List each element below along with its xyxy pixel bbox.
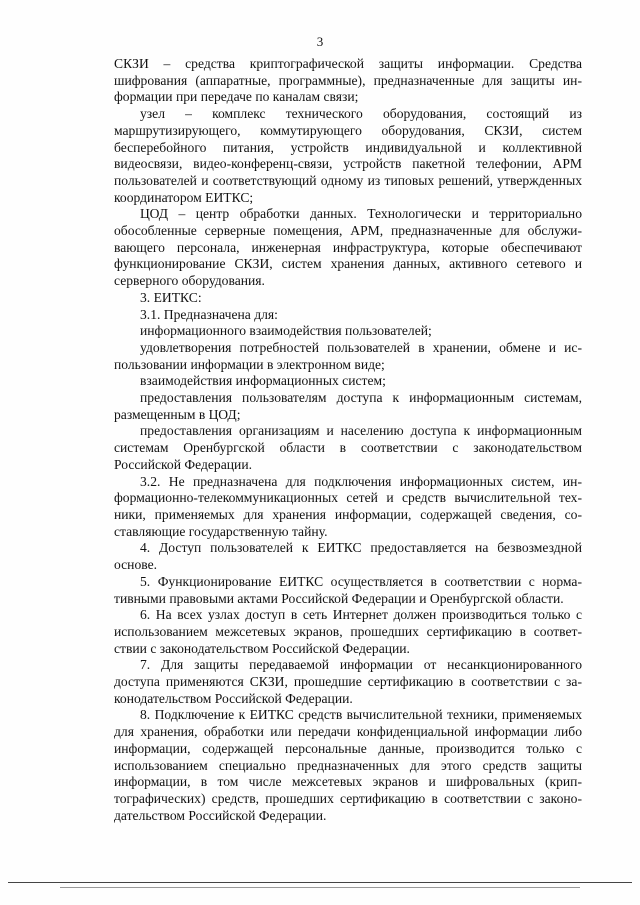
definition-tsod: ЦОД – центр обработки данных. Технологически и территориально обособленные серверные помещения, АРМ, предназначенные для обслуживающего персонала, инженерная инфраструктура, которые обеспечивают функционирование СКЗИ, систем хранения данных, активного сетевого и серверного оборудования. [114, 206, 582, 289]
definition-skzi: СКЗИ – средства криптографической защиты информации. Средства шифрования (аппаратные, программные), предназначенные для защиты информации при передаче по каналам связи; [114, 56, 582, 105]
section-3-heading: 3. ЕИТКС: [140, 289, 202, 305]
clause-3-1-item: взаимодействия информационных систем; [140, 373, 386, 389]
clause-4: 4. Доступ пользователей к ЕИТКС предоставляется на безвозмездной основе. [114, 540, 582, 573]
clause-3-1-item: информационного взаимодействия пользователей; [140, 323, 432, 339]
definition-uzel: узел – комплекс технического оборудования, состоящий из маршрутизирующего, коммутирующего оборудования, СКЗИ, систем бесперебойного питания, устройств индивидуальной и коллективной видеосвязи, видео-конференц-связи, устройств пакетной телефонии, АРМ пользователей и соответствующий одному из типовых решений, утвержденных координатором ЕИТКС; [114, 106, 582, 205]
clause-8: 8. Подключение к ЕИТКС средств вычислительной техники, применяемых для хранения, обработки или передачи конфиденциальной информации либо информации, содержащей персональные данные, производится только с использованием специально предназначенных для этого средств защиты информации, в том числе межсетевых экранов и шифровальных (криптографических) средств, прошедших сертификацию в соответствии с законодательством Российской Федерации. [114, 707, 582, 823]
scan-edge-line-faint [60, 887, 580, 888]
clause-3-1: 3.1. Предназначена для: [140, 306, 278, 322]
clause-6: 6. На всех узлах доступ в сеть Интернет должен производиться только с использованием межсетевых экранов, прошедших сертификацию в соответствии с законодательством Российской Федерации. [114, 607, 582, 656]
document-body [114, 56, 582, 824]
scan-edge-line [8, 882, 632, 883]
clause-3-1-item: удовлетворения потребностей пользователей в хранении, обмене и использовании информации в электронном виде; [114, 339, 582, 372]
clause-3-1-item: предоставления пользователям доступа к информационным системам, размещенным в ЦОД; [114, 390, 582, 422]
clause-3-2: 3.2. Не предназначена для подключения информационных систем, информационно-телекоммуникационных сетей и средств вычислительной техники, применяемых для хранения информации, содержащей сведения, составляющие государственную тайну. [114, 473, 582, 539]
page-number: 3 [316, 34, 324, 49]
clause-5: 5. Функционирование ЕИТКС осуществляется в соответствии с нормативными правовыми актами Российской Федерации и Оренбургской области. [114, 573, 582, 606]
clause-7: 7. Для защиты передаваемой информации от несанкционированного доступа применяются СКЗИ, прошедшие сертификацию в соответствии с законодательством Российской Федерации. [114, 657, 582, 706]
clause-3-1-item: предоставления организациям и населению доступа к информационным системам Оренбургской области в соответствии с законодательством Российской Федерации. [114, 423, 582, 472]
